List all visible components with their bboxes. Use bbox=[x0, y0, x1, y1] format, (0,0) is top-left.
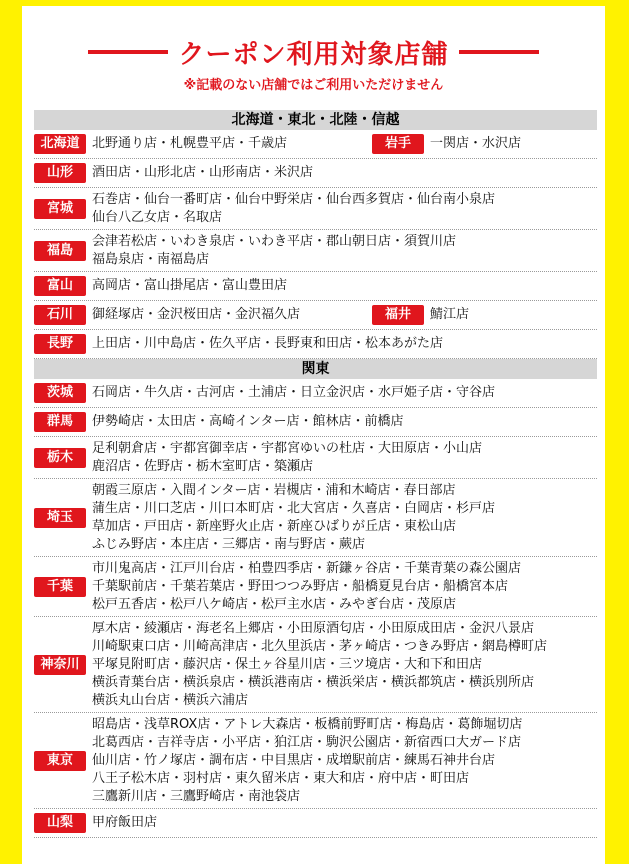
store-line: 会津若松店・いわき泉店・いわき平店・郡山朝日店・須賀川店 bbox=[92, 233, 457, 249]
store-names bbox=[92, 814, 597, 832]
store-names bbox=[92, 233, 597, 269]
prefecture-badge: 山形 bbox=[34, 163, 86, 183]
prefecture-row bbox=[34, 230, 597, 272]
store-names bbox=[92, 164, 597, 182]
store-line: 鹿沼店・佐野店・栃木室町店・築瀬店 bbox=[92, 458, 314, 474]
store-line: ふじみ野店・本庄店・三郷店・南与野店・蕨店 bbox=[92, 536, 366, 552]
prefecture-row bbox=[34, 272, 597, 301]
store-line: 甲府飯田店 bbox=[92, 815, 158, 830]
region-header: 北海道・東北・北陸・信越 bbox=[34, 110, 597, 130]
store-line: 酒田店・山形北店・山形南店・米沢店 bbox=[92, 165, 314, 180]
prefecture-badge: 石川 bbox=[34, 305, 86, 325]
prefecture-row bbox=[34, 301, 597, 330]
store-line: 高岡店・富山掛尾店・富山豊田店 bbox=[92, 278, 288, 293]
store-line: 横浜丸山台店・横浜六浦店 bbox=[92, 692, 249, 708]
prefecture-badge: 北海道 bbox=[34, 134, 86, 154]
prefecture-row bbox=[34, 809, 597, 838]
store-line: 松戸五香店・松戸八ケ崎店・松戸主水店・みやぎ台店・茂原店 bbox=[92, 596, 457, 612]
title-rule-left bbox=[88, 50, 168, 54]
prefecture-row bbox=[34, 159, 597, 188]
split-row bbox=[86, 134, 597, 154]
store-line: 石巻店・仙台一番町店・仙台中野栄店・仙台西多賀店・仙台南小泉店 bbox=[92, 191, 496, 207]
prefecture-badge: 神奈川 bbox=[34, 655, 86, 675]
prefecture-row bbox=[34, 617, 597, 713]
prefecture-row bbox=[34, 379, 597, 408]
prefecture-row bbox=[34, 437, 597, 479]
store-table bbox=[34, 110, 597, 838]
prefecture-badge: 富山 bbox=[34, 276, 86, 296]
store-line: 蒲生店・川口芝店・川口本町店・北大宮店・久喜店・白岡店・杉戸店 bbox=[92, 500, 496, 516]
store-line: 三鷹新川店・三鷹野崎店・南池袋店 bbox=[92, 788, 301, 804]
store-line: 石岡店・牛久店・古河店・土浦店・日立金沢店・水戸姫子店・守谷店 bbox=[92, 385, 496, 400]
page-title: クーポン利用対象店舗 bbox=[178, 39, 449, 70]
store-line: 福島泉店・南福島店 bbox=[92, 251, 210, 267]
store-line: 御経塚店・金沢桜田店・金沢福久店 bbox=[92, 307, 301, 322]
store-names bbox=[92, 560, 597, 614]
store-line: 市川鬼高店・江戸川台店・柏豊四季店・新鎌ヶ谷店・千葉青葉の森公園店 bbox=[92, 560, 522, 576]
prefecture-row bbox=[34, 188, 597, 230]
store-line: 仙台八乙女店・名取店 bbox=[92, 209, 223, 225]
prefecture-badge: 山梨 bbox=[34, 813, 86, 833]
store-names bbox=[92, 440, 597, 476]
prefecture-badge: 群馬 bbox=[34, 412, 86, 432]
store-line: 足利朝倉店・宇都宮御幸店・宇都宮ゆいの杜店・大田原店・小山店 bbox=[92, 440, 483, 456]
prefecture-badge: 福井 bbox=[372, 305, 424, 325]
prefecture-badge: 長野 bbox=[34, 334, 86, 354]
store-line: 伊勢崎店・太田店・高崎インター店・館林店・前橋店 bbox=[92, 414, 404, 429]
prefecture-row bbox=[34, 408, 597, 437]
store-line: 朝霞三原店・入間インター店・岩槻店・浦和木崎店・春日部店 bbox=[92, 482, 456, 498]
prefecture-row bbox=[34, 557, 597, 617]
prefecture-badge: 千葉 bbox=[34, 577, 86, 597]
store-names bbox=[92, 306, 354, 324]
store-names bbox=[92, 620, 597, 710]
store-line: 厚木店・綾瀬店・海老名上郷店・小田原酒匂店・小田原成田店・金沢八景店 bbox=[92, 620, 535, 636]
store-names bbox=[92, 135, 354, 153]
split-row bbox=[86, 305, 597, 325]
store-line: 草加店・戸田店・新座野火止店・新座ひばりが丘店・東松山店 bbox=[92, 518, 457, 534]
prefecture-badge: 福島 bbox=[34, 241, 86, 261]
region-header: 関東 bbox=[34, 359, 597, 379]
store-names bbox=[430, 306, 469, 324]
store-names bbox=[92, 482, 597, 554]
store-line: 北野通り店・札幌豊平店・千歳店 bbox=[92, 136, 288, 151]
store-names bbox=[92, 413, 597, 431]
store-line: 横浜青葉台店・横浜泉店・横浜港南店・横浜栄店・横浜都筑店・横浜別所店 bbox=[92, 674, 535, 690]
prefecture-row bbox=[34, 130, 597, 159]
store-names bbox=[92, 191, 597, 227]
coupon-store-list-panel bbox=[22, 6, 605, 864]
prefecture-badge: 岩手 bbox=[372, 134, 424, 154]
store-names bbox=[92, 277, 597, 295]
store-line: 川崎駅東口店・川崎高津店・北久里浜店・茅ヶ崎店・つきみ野店・網島樽町店 bbox=[92, 638, 548, 654]
store-names bbox=[430, 135, 521, 153]
prefecture-row bbox=[34, 479, 597, 557]
prefecture-badge: 埼玉 bbox=[34, 508, 86, 528]
store-line: 平塚見附町店・藤沢店・保土ヶ谷星川店・三ツ境店・大和下和田店 bbox=[92, 656, 483, 672]
store-line: 鯖江店 bbox=[430, 307, 470, 322]
store-line: 千葉駅前店・千葉若葉店・野田つつみ野店・船橋夏見台店・船橋宮本店 bbox=[92, 578, 509, 594]
prefecture-badge: 宮城 bbox=[34, 199, 86, 219]
store-line: 上田店・川中島店・佐久平店・長野東和田店・松本あがた店 bbox=[92, 336, 444, 351]
store-line: 一関店・水沢店 bbox=[430, 136, 522, 151]
notice-text: ※記載のない店舗ではご利用いただけません bbox=[183, 78, 444, 93]
prefecture-row bbox=[34, 713, 597, 809]
prefecture-badge: 栃木 bbox=[34, 448, 86, 468]
title-row bbox=[22, 32, 605, 72]
prefecture-badge: 茨城 bbox=[34, 383, 86, 403]
store-line: 昭島店・浅草ROX店・アトレ大森店・板橋前野町店・梅島店・葛飾堀切店 bbox=[92, 716, 523, 732]
store-names bbox=[92, 716, 597, 806]
prefecture-row bbox=[34, 330, 597, 359]
store-names bbox=[92, 335, 597, 353]
store-line: 仙川店・竹ノ塚店・調布店・中目黒店・成増駅前店・練馬石神井台店 bbox=[92, 752, 496, 768]
store-line: 八王子松木店・羽村店・東久留米店・東大和店・府中店・町田店 bbox=[92, 770, 470, 786]
prefecture-badge: 東京 bbox=[34, 751, 86, 771]
title-rule-right bbox=[459, 50, 539, 54]
store-line: 北葛西店・吉祥寺店・小平店・狛江店・駒沢公園店・新宿西口大ガード店 bbox=[92, 734, 522, 750]
store-names bbox=[92, 384, 597, 402]
